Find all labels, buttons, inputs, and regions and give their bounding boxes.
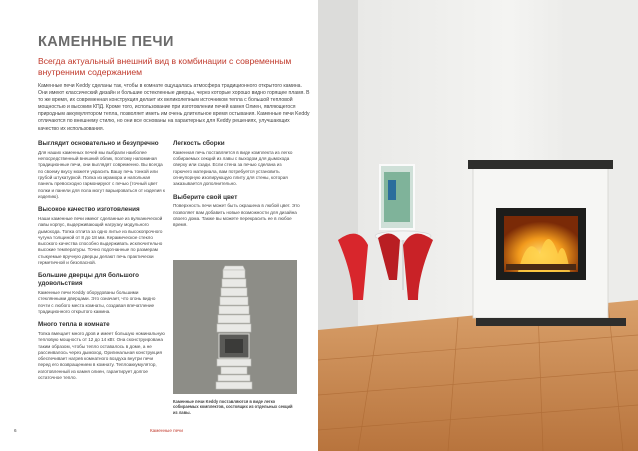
section-heading: Большие дверцы для большого удовольствия bbox=[38, 272, 139, 288]
intro-paragraph: Каменные печи Keddy сделаны так, чтобы в комнате ощущалась атмосфера традиционного открытого камина. Они имеют классический дизайн и большие остекленные дверцы, через которые хорошо видно горящее пламя. В то же время, их современная конструкция делает их великолепным источником тепла с большой тепловой мощностью и высоким КПД. Кроме того, использование при изготовлении печей камня Олиен, являющегося природным аккумулятором тепла, позволяет иметь им очень длительное время остывания. Каменные печи Keddy отличаются по внешнему стилю, но они все основаны на характерных для Keddy решениях, улучшающих качество их использования. bbox=[38, 83, 310, 132]
page-number: 6 bbox=[14, 428, 17, 433]
text-column-right bbox=[173, 140, 301, 235]
section-heading: Много тепла в комнате bbox=[38, 321, 110, 329]
section-heading: Выглядит основательно и безупречно bbox=[38, 140, 159, 147]
page-subtitle: Всегда актуальный внешний вид в комбинации с современным внутренним содержанием bbox=[38, 56, 292, 77]
section-text: Каменные печи Keddy оборудованы большими стеклянными дверцами. Это означает, что огонь видно почти с любого места комнаты, создавая впечатление традиционного открытого камина. bbox=[38, 289, 156, 314]
section-text: Поверхность печи может быть окрашена в любой цвет. Это позволяет вам добавить новые возможности для дизайна своего дома. Также вы можете перекрасить ее в любое время. bbox=[173, 203, 300, 228]
section-heading: Выберите свой цвет bbox=[173, 193, 238, 201]
text-column-left bbox=[38, 140, 166, 387]
section-text: Топка вмещает много дров и имеет большую номинальную тепловую мощность от 12 до 14 кВт. Она сконструирована таким образом, чтобы тепло оставалось в доме, а не рассеивалось через дымоход. Оригинальная конструкция обеспечивает нагрев комнатного воздуха внутри печи перед его возвращением в комнату. Теплоаккумулятор, изготовленный из камня олиен, гарантирует долгое остаточное тепло. bbox=[38, 330, 165, 380]
section-heading: Высокое качество изготовления bbox=[38, 206, 140, 214]
section-heading: Легкость сборки bbox=[173, 140, 225, 147]
section-text: Каменная печь поставляется в виде комплекта из легко собираемых секций из лавы с выходом для дымохода сверху или сзади. Если стена за печью сделана из горючего материала, вам потребуется установить огнеупорную изолирующую плиту для стены, которая заказывается дополнительно. bbox=[173, 149, 293, 187]
section-text: Для наших каменных печей мы выбрали наиболее непосредственный внешний облик, поэтому напоминая традиционные печи, они выглядят современно. Вы всегда по своему вкусу можете украсить Вашу печь тонкой или грубой штукатуркой. Полка из мрамора и напольная панель превосходно гармонируют с печью (точный цвет полки и панели для пола могут варьироваться от изделия к изделию). bbox=[38, 149, 165, 199]
room-with-stone-fireplace-photo bbox=[318, 0, 638, 451]
chimney-illustration-svg bbox=[173, 260, 297, 394]
section-text: Наши каменные печи имеют сделанные из вулканической лавы корпус, выдерживающий нагрузку модульного дымохода. Топка отлита за одно литье из высокопрочного чугуна толщиной от 8 до 18 мм. Керамическое стекло высокого качества способно выдерживать исключительно высокие температуры. Точно подогнанные по размерам стыкуемые вручную дверцы делают печь практически герметичной и безопасной. bbox=[38, 215, 163, 266]
fireplace-room-svg bbox=[318, 0, 638, 451]
illustration-caption: Каменные печи Keddy поставляются в виде легко собираемых комплектов, состоящих из отдельных секций из лавы. bbox=[173, 399, 293, 415]
page-title: КАМЕННЫЕ ПЕЧИ bbox=[38, 34, 174, 50]
chimney-sections-illustration bbox=[173, 260, 297, 394]
left-page bbox=[0, 0, 318, 451]
footer-section-label: Каменные печи bbox=[150, 428, 183, 433]
